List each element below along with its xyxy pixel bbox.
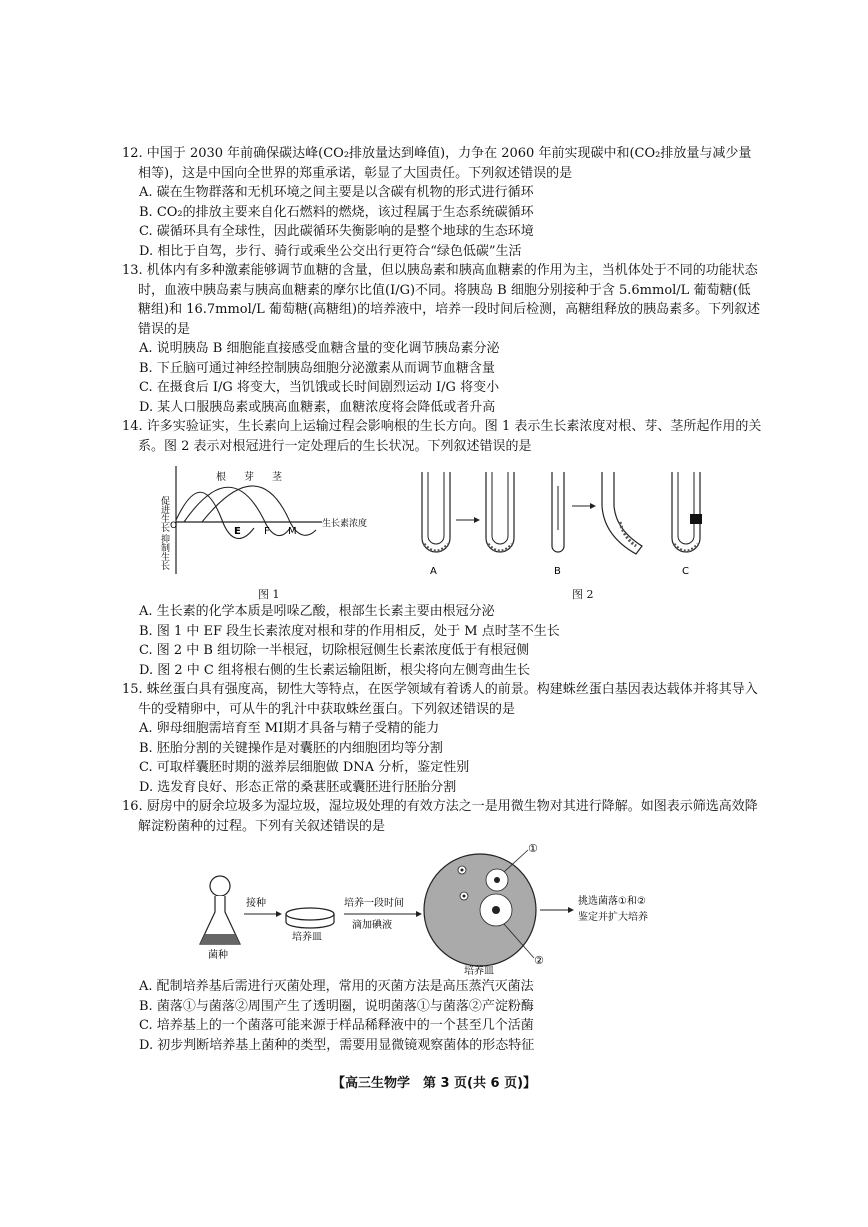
question-16-stem: 16. 厨房中的厨余垃圾多为湿垃圾，湿垃圾处理的有效方法之一是用微生物对其进行降解。如图表示筛选高效降解淀粉菌种的过程。下列有关叙述错误的是	[122, 799, 758, 834]
step3-top-label: 挑选菌落①和②	[578, 896, 646, 907]
question-16-option-d: D. 初步判断培养基上菌种的类型，需要用显微镜观察菌体的形态特征	[139, 1037, 535, 1053]
step2-top-label: 培养一段时间	[344, 898, 404, 909]
question-14-option-d: D. 图 2 中 C 组将根右侧的生长素运输阻断，根尖将向左侧弯曲生长	[139, 662, 530, 678]
petri-dish-2	[424, 854, 536, 966]
question-14-stem: 14. 许多实验证实，生长素向上运输过程会影响根的生长方向。图 1 表示生长素浓度对根、芽、茎所起作用的关系。图 2 表示对根冠进行一定处理后的生长状况。下列叙述错误的是	[122, 419, 762, 454]
group-a	[422, 472, 450, 577]
question-12-option-c: C. 碳循环具有全球性，因此碳循环失衡影响的是整个地球的生态环境	[139, 224, 534, 239]
bud-label: 芽	[244, 472, 254, 483]
dish1-label: 培养皿	[292, 932, 322, 943]
question-15-stem: 15. 蛛丝蛋白具有强度高，韧性大等特点，在医学领域有着诱人的前景。构建蛛丝蛋白基因表达载体并将其导入牛的受精卵中，可从牛的乳汁中获取蛛丝蛋白。下列叙述错误的是	[122, 682, 758, 717]
question-16	[122, 797, 762, 836]
origin-label: O	[170, 521, 178, 531]
y-label-promote: 促进生长	[159, 496, 169, 532]
question-13-option-c: C. 在摄食后 I/G 将变大，当饥饿或长时间剧烈运动 I/G 将变小	[139, 380, 500, 395]
group-c	[672, 472, 702, 577]
question-15-option-b: B. 胚胎分割的关键操作是对囊胚的内细胞团均等分割	[139, 740, 443, 756]
group-b-result	[602, 472, 642, 554]
colony-1-label: ①	[528, 842, 538, 855]
page-footer: 【高三生物学 第 3 页(共 6 页)】	[331, 1076, 537, 1091]
strain-label: 菌种	[208, 950, 228, 961]
root-curve	[176, 492, 254, 538]
question-13	[122, 261, 762, 417]
question-15-option-c: C. 可取样囊胚时期的滋养层细胞做 DNA 分析，鉴定性别	[139, 760, 470, 775]
figure-1-caption: 图 1	[258, 588, 280, 601]
label-a: A	[430, 566, 437, 577]
question-13-option-d: D. 某人口服胰岛素或胰高血糖素，血糖浓度将会降低或者升高	[139, 399, 496, 415]
colony-2-label: ②	[534, 954, 544, 967]
point-m: M	[288, 526, 297, 537]
question-15-option-d: D. 选发育良好、形态正常的桑葚胚或囊胚进行胚胎分割	[139, 779, 457, 795]
question-16-option-c: C. 培养基上的一个菌落可能来源于样品稀释液中的一个甚至几个活菌	[139, 1018, 534, 1033]
question-16-options	[122, 977, 762, 1055]
label-c: C	[682, 566, 689, 577]
question-13-option-b: B. 下丘脑可通过神经控制胰岛细胞分泌激素从而调节血糖含量	[139, 360, 495, 376]
group-a-result	[486, 472, 514, 552]
group-b	[552, 472, 564, 577]
point-e: E	[234, 526, 241, 537]
question-14	[122, 417, 762, 456]
question-12-option-a: A. 碳在生物群落和无机环境之间主要是以含碳有机物的形式进行循环	[139, 185, 534, 200]
question-14-option-c: C. 图 2 中 B 组切除一半根冠，切除根冠侧生长素浓度低于有根冠侧	[139, 643, 530, 658]
x-axis-label: 生长素浓度	[322, 519, 368, 529]
flask-icon	[200, 876, 240, 944]
stem-label: 茎	[272, 472, 282, 483]
step2-bottom-label: 滴加碘液	[352, 920, 392, 931]
blocker	[690, 514, 702, 524]
figure-screening-process	[194, 840, 674, 976]
question-16-option-b: B. 菌落①与菌落②周围产生了透明圈，说明菌落①与菌落②产淀粉酶	[139, 998, 534, 1014]
question-15	[122, 680, 762, 797]
inoculate-label: 接种	[246, 898, 266, 909]
root-label: 根	[216, 472, 226, 483]
question-14-option-b: B. 图 1 中 EF 段生长素浓度对根和芽的作用相反，处于 M 点时茎不生长	[139, 623, 560, 639]
y-label-inhibit: 抑制生长	[159, 534, 169, 570]
label-b: B	[554, 566, 561, 577]
question-14-options	[122, 602, 762, 680]
figure-1-auxin-curves	[150, 462, 390, 580]
question-15-option-a: A. 卵母细胞需培育至 MⅠ期才具备与精子受精的能力	[139, 721, 440, 736]
question-13-option-a: A. 说明胰岛 B 细胞能直接感受血糖含量的变化调节胰岛素分泌	[139, 341, 500, 356]
dish2-label: 培养皿	[464, 966, 494, 976]
step3-bottom-label: 鉴定并扩大培养	[578, 912, 648, 923]
question-16-option-a: A. 配制培养基后需进行灭菌处理，常用的灭菌方法是高压蒸汽灭菌法	[139, 979, 534, 994]
question-12	[122, 144, 762, 261]
question-13-stem: 13. 机体内有多种激素能够调节血糖的含量，但以胰岛素和胰高血糖素的作用为主，当机体处于不同的功能状态时，血液中胰岛素与胰高血糖素的摩尔比值(I/G)不同。将胰岛 B 细胞分别接种于含 5.6mmol/L 葡萄糖(低糖组)和 16.7mmol/L 葡萄糖(高糖组)的培养液中，培养一段时间后检测，高糖组释放的胰岛素多。下列叙述错误的是	[122, 263, 761, 337]
question-12-option-b: B. CO₂的排放主要来自化石燃料的燃烧，该过程属于生态系统碳循环	[139, 204, 534, 220]
figure-2-caption: 图 2	[572, 588, 594, 601]
figure-2-root-tips	[410, 466, 730, 582]
point-f: F	[264, 526, 270, 537]
petri-dish-1	[286, 908, 334, 928]
question-12-stem: 12. 中国于 2030 年前确保碳达峰(CO₂排放量达到峰值)，力争在 2060 年前实现碳中和(CO₂排放量与减少量相等)，这是中国向全世界的郑重承诺，彰显了大国责任。下列叙述错误的是	[122, 146, 752, 181]
question-12-option-d: D. 相比于自驾，步行、骑行或乘坐公交出行更符合“绿色低碳”生活	[139, 243, 522, 259]
question-14-option-a: A. 生长素的化学本质是吲哚乙酸，根部生长素主要由根冠分泌	[139, 604, 495, 619]
